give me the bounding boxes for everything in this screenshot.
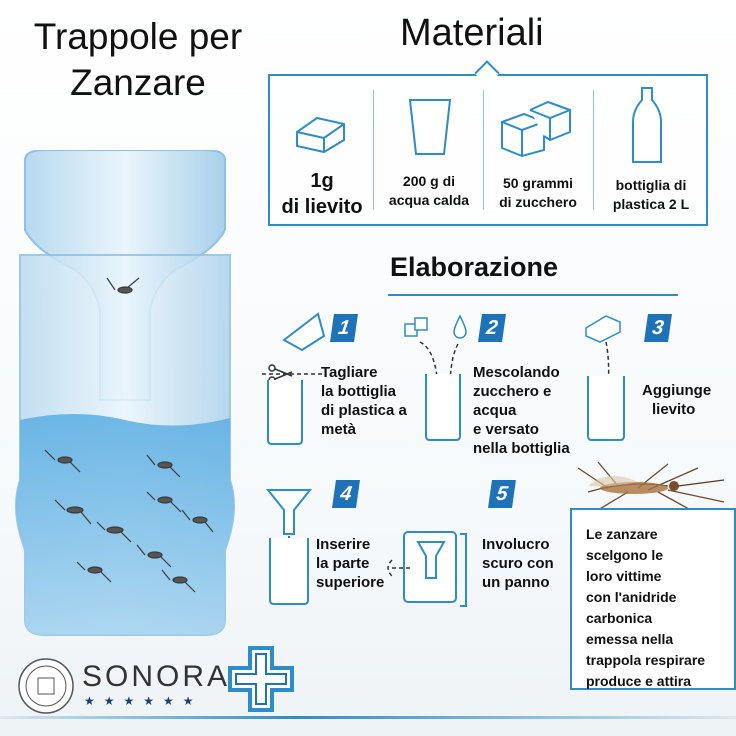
materials-divider: [593, 90, 594, 210]
page-title: [8, 14, 268, 106]
step-2-number: 2: [478, 314, 506, 342]
step-5-number: 5: [488, 480, 516, 508]
yeast-cube-icon: [292, 110, 352, 155]
step-3-text: Aggiunge lievito: [642, 382, 712, 418]
bottle-icon: [630, 86, 664, 166]
step-2-illustration: [400, 314, 474, 446]
sugar-cubes-icon: [498, 100, 578, 158]
step-4-text: Inserire la parte superiore: [316, 536, 385, 591]
info-note-box: [570, 508, 736, 690]
step-3-illustration: [580, 312, 640, 446]
bottle-trap-illustration: [15, 150, 245, 650]
materials-divider: [483, 90, 484, 210]
step-5-text: Involucro scuro con un panno: [482, 536, 554, 591]
material-sugar-label: 50 grammi di zucchero: [499, 175, 577, 210]
process-heading: Elaborazione: [390, 252, 559, 282]
title-line-1: Trappole per: [33, 16, 243, 57]
step-4-number: 4: [332, 480, 360, 508]
process-heading-underline: [388, 294, 678, 296]
step-4-illustration: [262, 488, 318, 610]
brand-name: SONORA: [82, 660, 231, 693]
bottom-divider: [0, 716, 736, 719]
info-note-text: Le zanzare scelgono le loro vittime con l'anidride carbonica emessa nella trappola respirare produce e attira: [586, 526, 706, 689]
materials-divider: [373, 90, 374, 210]
step-3-number: 3: [644, 314, 672, 342]
seal-logo-icon: [16, 656, 76, 716]
glass-icon: [408, 98, 452, 158]
title-line-2: Zanzare: [70, 62, 206, 103]
material-bottle-label: bottiglia di plastica 2 L: [612, 177, 690, 212]
materials-heading: Materiali: [400, 12, 544, 54]
step-5-illustration: [384, 518, 474, 610]
step-2-text: Mescolando zucchero e acqua e versato nella bottiglia: [473, 364, 570, 457]
material-yeast-label: 1g di lievito: [281, 170, 363, 218]
medical-cross-icon: [226, 644, 296, 714]
material-water-label: 200 g di acqua calda: [388, 173, 470, 208]
step-1-text: Tagliare la bottiglia di plastica a metà: [321, 364, 407, 438]
brand-stars: ★★★★★★: [84, 694, 203, 708]
step-1-number: 1: [330, 314, 358, 342]
